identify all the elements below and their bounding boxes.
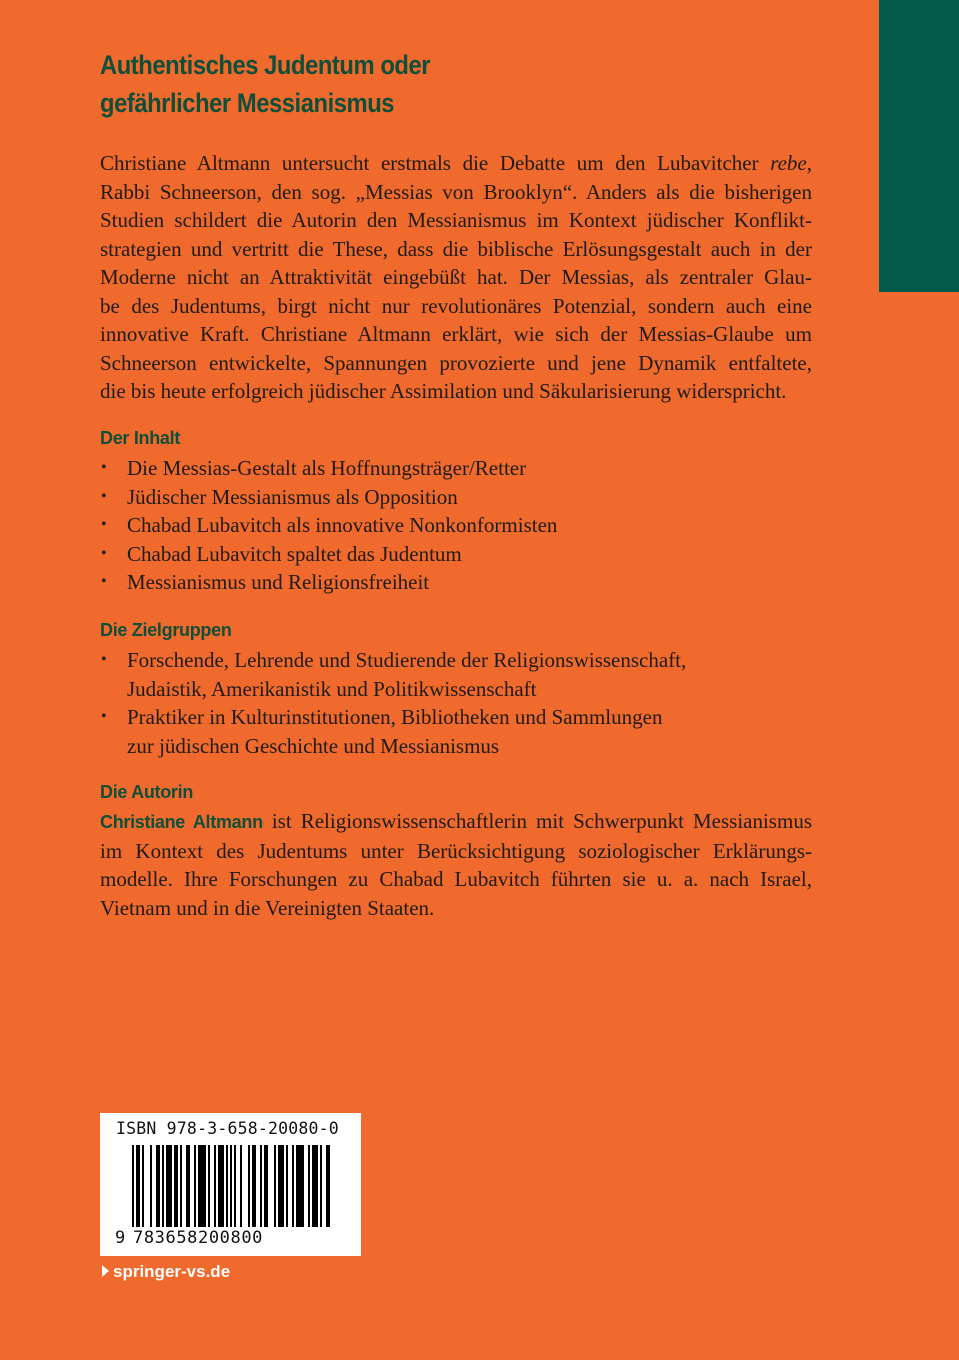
author-bio-line: im Kontext des Judentums unter Berücksichtigung soziologischer Erklärungs- xyxy=(100,838,812,863)
barcode-bar xyxy=(286,1145,288,1227)
contents-heading: Der Inhalt xyxy=(100,428,181,448)
description-line: be des Judentums, birgt nicht nur revolutionäres Potenzial, sondern auch eine xyxy=(100,293,812,318)
author-bio-line: Vietnam und in die Vereinigten Staaten. xyxy=(100,895,435,920)
book-title xyxy=(100,46,430,122)
barcode-bar xyxy=(248,1145,250,1227)
description-line: strategien und vertritt die These, dass die biblische Erlösungsgestalt auch in der xyxy=(100,236,812,261)
barcode-bar xyxy=(198,1145,206,1227)
barcode-bar xyxy=(234,1145,236,1227)
barcode-bar xyxy=(240,1145,242,1227)
barcode-bar xyxy=(296,1145,304,1227)
barcode-bar xyxy=(194,1145,196,1227)
title-line-1: Authentisches Judentum oder xyxy=(100,50,431,80)
barcode-bar xyxy=(264,1145,268,1227)
list-item: • Messianismus und Religionsfreiheit xyxy=(100,568,557,597)
list-item: • Forschende, Lehrende und Studierende der Religionswissenschaft, Judaistik, Amerikanistik und Politikwissenschaft xyxy=(100,646,686,703)
ean-first-digit: 9 xyxy=(115,1228,126,1248)
contents-list xyxy=(100,454,557,597)
target-groups-heading: Die Zielgruppen xyxy=(100,620,232,640)
barcode-bar xyxy=(174,1145,178,1227)
barcode-bar xyxy=(274,1145,276,1227)
barcode-bar xyxy=(252,1145,256,1227)
barcode-bar xyxy=(326,1145,330,1227)
barcode-bar xyxy=(186,1145,190,1227)
description-line: Rabbi Schneerson, den sog. „Messias von Brooklyn“. Anders als die bisherigen xyxy=(100,179,812,204)
publisher-website[interactable]: springer-vs.de xyxy=(102,1262,230,1282)
barcode-bar xyxy=(292,1145,294,1227)
barcode-bar xyxy=(208,1145,210,1227)
description-line: Christiane Altmann untersucht erstmals die Debatte um den Lubavitcher rebe, xyxy=(100,151,812,175)
barcode-bar xyxy=(150,1145,152,1227)
barcode-bar xyxy=(320,1145,322,1227)
side-color-band xyxy=(879,0,959,292)
barcode-bar xyxy=(142,1145,144,1227)
barcode-bar xyxy=(156,1145,160,1227)
description-line: Studien schildert die Autorin den Messianismus im Kontext jüdischer Konflikt- xyxy=(100,208,812,232)
description-line: Schneerson entwickelte, Spannungen provozierte und jene Dynamik entfaltete, xyxy=(100,350,812,375)
description-line: die bis heute erfolgreich jüdischer Assimilation und Säkularisierung widerspricht. xyxy=(100,379,787,403)
list-item: • Chabad Lubavitch als innovative Nonkonformisten xyxy=(100,511,557,540)
list-item: • Praktiker in Kulturinstitutionen, Bibliotheken und Sammlungen zur jüdischen Geschichte und Messianismus xyxy=(100,703,686,760)
description-line: innovative Kraft. Christiane Altmann erklärt, wie sich der Messias-Glaube um xyxy=(100,322,812,346)
barcode-bar xyxy=(180,1145,182,1227)
title-line-2: gefährlicher Messianismus xyxy=(100,88,395,118)
barcode-bar xyxy=(278,1145,284,1227)
isbn-label: ISBN 978-3-658-20080-0 xyxy=(116,1119,339,1138)
barcode-bar xyxy=(214,1145,216,1227)
ean-digits: 783658200800 xyxy=(133,1228,264,1248)
barcode-bar xyxy=(132,1145,134,1227)
author-heading: Die Autorin xyxy=(100,782,194,802)
list-item: • Die Messias-Gestalt als Hoffnungsträger/Retter xyxy=(100,454,557,483)
author-bio-line: modelle. Ihre Forschungen zu Chabad Lubavitch führten sie u. a. nach Israel, xyxy=(100,867,812,891)
barcode-bar xyxy=(308,1145,310,1227)
barcode-bar xyxy=(218,1145,224,1227)
author-bio-line: Christiane Altmann ist Religionswissenschaftlerin mit Schwerpunkt Messianismus xyxy=(100,809,812,833)
barcode-bar xyxy=(162,1145,164,1227)
barcode-bar xyxy=(260,1145,262,1227)
barcode-bar xyxy=(312,1145,318,1227)
list-item: • Jüdischer Messianismus als Opposition xyxy=(100,483,557,512)
target-groups-list xyxy=(100,646,686,760)
description-paragraph xyxy=(100,149,812,406)
arrow-right-icon xyxy=(102,1265,109,1277)
barcode-bar xyxy=(230,1145,232,1227)
author-bio xyxy=(100,807,812,922)
barcode-bar xyxy=(166,1145,172,1227)
description-line: Moderne nicht an Attraktivität eingebüßt hat. Der Messias, als zentraler Glau- xyxy=(100,265,812,289)
barcode-bar xyxy=(136,1145,140,1227)
list-item: • Chabad Lubavitch spaltet das Judentum xyxy=(100,540,557,569)
barcode-bar xyxy=(226,1145,228,1227)
isbn-barcode xyxy=(100,1113,361,1256)
author-name: Christiane Altmann xyxy=(100,812,263,832)
